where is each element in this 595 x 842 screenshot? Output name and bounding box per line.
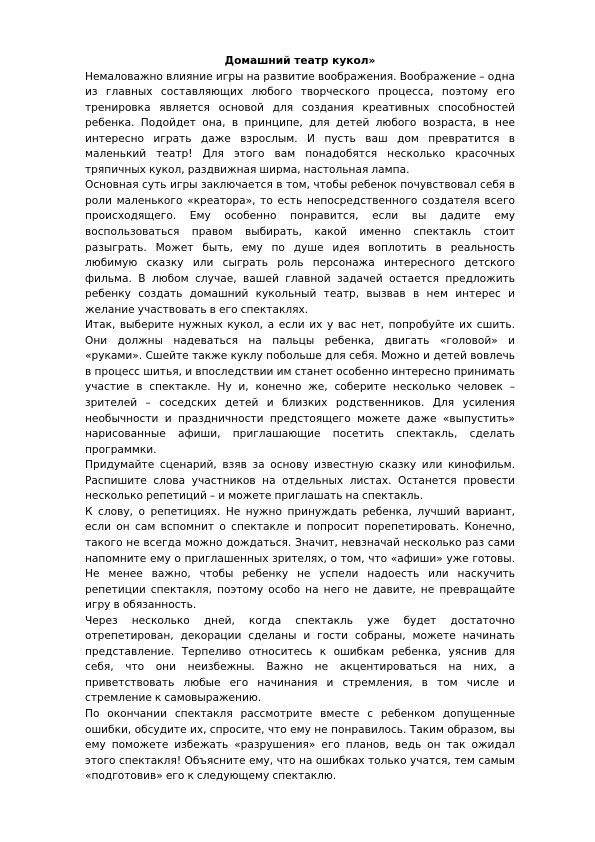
paragraph-1: Немаловажно влияние игры на развитие воображения. Воображение – одна из главных составляющих любого творческого процесса, поэтому его тренировка является основой для создания креативных способностей ребенка. Подойдет она, в принципе, для детей любого возраста, в нее интересно играть даже взрослым. И пусть ваш дом превратится в маленький театр! Для этого вам понадобятся несколько красочных тряпичных кукол, раздвижная ширма, настольная лампа.: [85, 70, 515, 176]
paragraph-2: Основная суть игры заключается в том, чтобы ребенок почувствовал себя в роли маленького «креатора», то есть непосредственного создателя всего происходящего. Ему особенно понравится, если вы дадите ему воспользоваться правом выбирать, какой именно спектакль стоит разыграть. Может быть, ему по душе идея воплотить в реальность любимую сказку или сыграть роль персонажа интересного детского фильма. В любом случае, вашей главной задачей остается предложить ребенку создать домашний кукольный театр, вызвав в нем интерес и желание участвовать в его спектаклях.: [85, 179, 515, 316]
document-title: Домашний театр кукол»: [224, 55, 376, 67]
paragraph-4: Придумайте сценарий, взяв за основу известную сказку или кинофильм. Распишите слова участников на отдельных листах. Останется провести несколько репетиций – и можете приглашать на спектакль.: [85, 459, 515, 503]
paragraph-5: К слову, о репетициях. Не нужно принуждать ребенка, лучший вариант, если он сам вспомнит о спектакле и попросит порепетировать. Конечно, такого не всегда можно дождаться. Значит, невзначай несколько раз сами напомните ему о приглашенных зрителях, о том, что «афиши» уже готовы. Не менее важно, чтобы ребенку не успели надоесть или наскучить репетиции спектакля, поэтому особо на него не давите, не превращайте игру в обязанность.: [85, 505, 515, 612]
paragraph-7: По окончании спектакля рассмотрите вместе с ребенком допущенные ошибки, обсудите их, спросите, что ему не понравилось. Таким образом, вы ему поможете избежать «разрушения» его планов, ведь он так ожидал этого спектакля! Объясните ему, что на ошибках только учатся, тем самым «подготовив» его к следующему спектаклю.: [85, 707, 515, 783]
document-page: [85, 54, 515, 785]
paragraph-6: Через несколько дней, когда спектакль уже будет достаточно отрепетирован, декорации сделаны и гости собраны, можете начинать представление. Терпеливо относитесь к ошибкам ребенка, уяснив для себя, что они неизбежны. Важно не акцентироваться на них, а приветствовать любые его начинания и стремления, в том числе и стремление к самовыражению.: [85, 614, 515, 705]
paragraph-3: Итак, выберите нужных кукол, а если их у вас нет, попробуйте их сшить. Они должны надеваться на пальцы ребенка, двигать «головой» и «руками». Сшейте также куклу побольше для себя. Можно и детей вовлечь в процесс шитья, и впоследствии им станет особенно интересно принимать участие в спектакле. Ну и, конечно же, соберите несколько человек – зрителей – соседских детей и близких родственников. Для усиления необычности и праздничности предстоящего можете даже «выпустить» нарисованные афиши, приглашающие посетить спектакль, сделать программки.: [85, 319, 515, 456]
